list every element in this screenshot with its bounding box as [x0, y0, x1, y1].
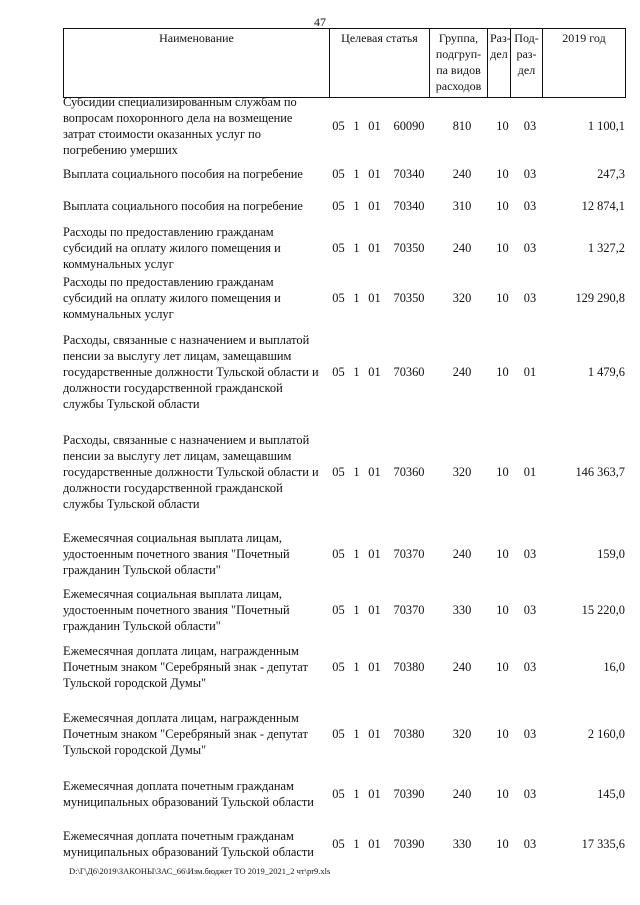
code-subprogram: 1 [353, 603, 360, 617]
section-code: 10 [496, 167, 509, 181]
section-code: 10 [496, 547, 509, 561]
group-code: 320 [452, 291, 472, 305]
code-event: 01 [368, 291, 381, 305]
code-subprogram: 1 [353, 547, 360, 561]
group-code: 330 [452, 603, 472, 617]
section-code: 10 [496, 787, 509, 801]
section-code: 10 [496, 603, 509, 617]
row-name: Расходы, связанные с назначением и выплатой пенсии за выслугу лет лицам, замещавшим государственные должности Тульской области и должности государственной гражданской службы Тульской области [63, 433, 319, 511]
code-program: 05 [332, 119, 345, 133]
section-code: 10 [496, 660, 509, 674]
section-code: 10 [496, 199, 509, 213]
group-code: 240 [452, 241, 472, 255]
row-name: Расходы по предоставлению гражданам субсидий на оплату жилого помещения и коммунальных услуг [63, 225, 281, 271]
code-direction: 60090 [393, 119, 425, 133]
row-name: Ежемесячная социальная выплата лицам, удостоенным почетного звания "Почетный гражданин Тульской области" [63, 531, 290, 577]
row-name: Ежемесячная доплата лицам, награжденным Почетным знаком "Серебряный знак - депутат Тульской городской Думы" [63, 711, 308, 757]
code-subprogram: 1 [353, 291, 360, 305]
section-code: 10 [496, 365, 509, 379]
code-subprogram: 1 [353, 167, 360, 181]
code-program: 05 [332, 291, 345, 305]
code-event: 01 [368, 119, 381, 133]
code-event: 01 [368, 603, 381, 617]
row-name: Выплата социального пособия на погребение [63, 167, 303, 181]
code-direction: 70390 [393, 837, 425, 851]
code-subprogram: 1 [353, 787, 360, 801]
code-direction: 70350 [393, 291, 425, 305]
amount: 12 874,1 [581, 199, 625, 213]
table-row [63, 768, 625, 820]
amount: 145,0 [597, 787, 625, 801]
code-event: 01 [368, 837, 381, 851]
table-row [63, 634, 625, 700]
code-direction: 70380 [393, 727, 425, 741]
amount: 17 335,6 [581, 837, 625, 851]
code-program: 05 [332, 167, 345, 181]
subsection-code: 01 [523, 365, 537, 379]
code-program: 05 [332, 603, 345, 617]
header-subsection: Под-раз-дел [511, 29, 543, 98]
section-code: 10 [496, 727, 509, 741]
code-event: 01 [368, 167, 381, 181]
file-path-footer: D:\Г\Д6\2019\ЗАКОНЫ\ЗАС_66\Изм.бюджет ТО 2019_2021_2 чт\pr9.xls [69, 866, 331, 876]
header-target-article: Целевая статья [330, 29, 430, 98]
code-event: 01 [368, 241, 381, 255]
row-name: Ежемесячная доплата почетным гражданам муниципальных образований Тульской области [63, 779, 314, 809]
amount: 1 100,1 [587, 119, 625, 133]
subsection-code: 03 [523, 837, 537, 851]
code-direction: 70390 [393, 787, 425, 801]
table-row [63, 190, 625, 222]
code-subprogram: 1 [353, 465, 360, 479]
subsection-code: 03 [523, 167, 537, 181]
code-event: 01 [368, 465, 381, 479]
amount: 129 290,8 [575, 291, 625, 305]
group-code: 810 [452, 119, 472, 133]
code-program: 05 [332, 199, 345, 213]
code-event: 01 [368, 787, 381, 801]
header-year: 2019 год [543, 29, 626, 98]
code-subprogram: 1 [353, 241, 360, 255]
subsection-code: 03 [523, 291, 537, 305]
code-subprogram: 1 [353, 199, 360, 213]
group-code: 240 [452, 167, 472, 181]
amount: 16,0 [603, 660, 625, 674]
table-row [63, 222, 625, 274]
page-number: 47 [314, 15, 326, 29]
subsection-code: 03 [523, 199, 537, 213]
code-program: 05 [332, 365, 345, 379]
code-direction: 70370 [393, 547, 425, 561]
code-program: 05 [332, 787, 345, 801]
section-code: 10 [496, 465, 509, 479]
header-group: Группа, подгруп-па видов расходов [430, 29, 488, 98]
amount: 159,0 [597, 547, 625, 561]
row-name: Ежемесячная доплата лицам, награжденным Почетным знаком "Серебряный знак - депутат Тульской городской Думы" [63, 644, 308, 690]
row-name: Выплата социального пособия на погребение [63, 199, 303, 213]
code-program: 05 [332, 465, 345, 479]
table-row [63, 522, 625, 586]
row-name: Расходы по предоставлению гражданам субсидий на оплату жилого помещения и коммунальных услуг [63, 275, 281, 321]
code-program: 05 [332, 837, 345, 851]
section-code: 10 [496, 291, 509, 305]
group-code: 330 [452, 837, 472, 851]
amount: 146 363,7 [575, 465, 625, 479]
table-body [63, 94, 625, 868]
group-code: 240 [452, 365, 472, 379]
subsection-code: 03 [523, 603, 537, 617]
code-program: 05 [332, 660, 345, 674]
table-row [63, 586, 625, 634]
code-event: 01 [368, 660, 381, 674]
code-subprogram: 1 [353, 727, 360, 741]
code-subprogram: 1 [353, 660, 360, 674]
code-direction: 70340 [393, 167, 425, 181]
group-code: 240 [452, 787, 472, 801]
code-direction: 70340 [393, 199, 425, 213]
table-header [63, 28, 626, 98]
code-direction: 70370 [393, 603, 425, 617]
table-row [63, 820, 625, 868]
code-direction: 70360 [393, 465, 425, 479]
code-subprogram: 1 [353, 365, 360, 379]
subsection-code: 03 [523, 727, 537, 741]
code-event: 01 [368, 727, 381, 741]
group-code: 320 [452, 465, 472, 479]
group-code: 310 [452, 199, 472, 213]
subsection-code: 03 [523, 660, 537, 674]
header-section: Раз-дел [488, 29, 511, 98]
amount: 1 479,6 [587, 365, 625, 379]
code-program: 05 [332, 241, 345, 255]
row-name: Расходы, связанные с назначением и выплатой пенсии за выслугу лет лицам, замещавшим государственные должности Тульской области и должности государственной гражданской службы Тульской области [63, 333, 319, 411]
subsection-code: 03 [523, 119, 537, 133]
table-row [63, 158, 625, 190]
code-direction: 70350 [393, 241, 425, 255]
row-name: Субсидии специализированным службам по вопросам похоронного дела на возмещение затрат стоимости оказанных услуг по погребению умерших [63, 95, 297, 157]
group-code: 240 [452, 660, 472, 674]
subsection-code: 03 [523, 241, 537, 255]
code-subprogram: 1 [353, 119, 360, 133]
code-event: 01 [368, 199, 381, 213]
amount: 247,3 [597, 167, 625, 181]
table-row [63, 94, 625, 158]
code-direction: 70380 [393, 660, 425, 674]
table-row [63, 274, 625, 322]
group-code: 320 [452, 727, 472, 741]
section-code: 10 [496, 837, 509, 851]
subsection-code: 03 [523, 787, 537, 801]
section-code: 10 [496, 241, 509, 255]
code-program: 05 [332, 727, 345, 741]
group-code: 240 [452, 547, 472, 561]
row-name: Ежемесячная доплата почетным гражданам муниципальных образований Тульской области [63, 829, 314, 859]
code-direction: 70360 [393, 365, 425, 379]
amount: 1 327,2 [587, 241, 625, 255]
section-code: 10 [496, 119, 509, 133]
code-subprogram: 1 [353, 837, 360, 851]
code-event: 01 [368, 547, 381, 561]
table-row [63, 322, 625, 422]
code-program: 05 [332, 547, 345, 561]
header-name: Наименование [64, 29, 330, 98]
code-event: 01 [368, 365, 381, 379]
subsection-code: 01 [523, 465, 537, 479]
amount: 2 160,0 [587, 727, 625, 741]
amount: 15 220,0 [581, 603, 625, 617]
row-name: Ежемесячная социальная выплата лицам, удостоенным почетного звания "Почетный гражданин Тульской области" [63, 587, 290, 633]
table-row [63, 422, 625, 522]
table-row [63, 700, 625, 768]
subsection-code: 03 [523, 547, 537, 561]
